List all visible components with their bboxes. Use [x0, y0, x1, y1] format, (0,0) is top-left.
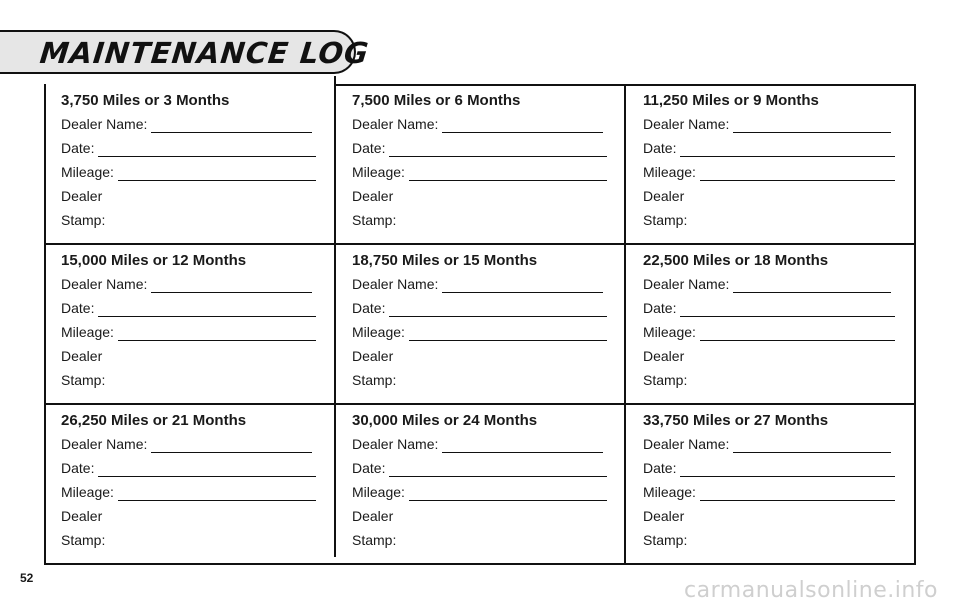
stamp-label: Stamp:: [352, 212, 397, 228]
stamp-label: Stamp:: [643, 372, 688, 388]
stamp-label: Stamp:: [61, 372, 106, 388]
dealer-name-field[interactable]: Dealer Name:: [352, 116, 603, 133]
mileage-field[interactable]: Mileage:: [352, 324, 607, 341]
interval-heading: 15,000 Miles or 12 Months: [61, 252, 247, 269]
date-field[interactable]: Date:: [61, 140, 316, 157]
log-entry: [643, 404, 913, 562]
maintenance-log-table: [44, 84, 916, 565]
dealer-name-field[interactable]: Dealer Name:: [643, 436, 891, 453]
dealer-name-field[interactable]: Dealer Name:: [61, 116, 312, 133]
dealer-label: Dealer: [61, 188, 103, 204]
date-field[interactable]: Date:: [643, 140, 895, 157]
mileage-field[interactable]: Mileage:: [61, 484, 316, 501]
dealer-label: Dealer: [352, 188, 394, 204]
interval-heading: 30,000 Miles or 24 Months: [352, 412, 538, 429]
interval-heading: 26,250 Miles or 21 Months: [61, 412, 247, 429]
dealer-label: Dealer: [352, 508, 394, 524]
stamp-label: Stamp:: [352, 372, 397, 388]
interval-heading: 3,750 Miles or 3 Months: [61, 92, 230, 109]
mileage-field[interactable]: Mileage:: [61, 324, 316, 341]
stamp-label: Stamp:: [643, 532, 688, 548]
dealer-label: Dealer: [643, 188, 685, 204]
dealer-label: Dealer: [643, 348, 685, 364]
title-banner: [0, 30, 371, 74]
table-column-divider: [334, 76, 336, 557]
log-entry: [61, 84, 331, 242]
dealer-name-field[interactable]: Dealer Name:: [643, 276, 891, 293]
interval-heading: 33,750 Miles or 27 Months: [643, 412, 829, 429]
log-entry: [643, 84, 913, 242]
log-entry: [61, 244, 331, 402]
table-left-border: [44, 84, 46, 565]
log-entry: [352, 84, 622, 242]
date-field[interactable]: Date:: [61, 460, 316, 477]
mileage-field[interactable]: Mileage:: [643, 484, 895, 501]
log-entry: [61, 404, 331, 562]
interval-heading: 18,750 Miles or 15 Months: [352, 252, 538, 269]
interval-heading: 22,500 Miles or 18 Months: [643, 252, 829, 269]
dealer-label: Dealer: [352, 348, 394, 364]
mileage-field[interactable]: Mileage:: [61, 164, 316, 181]
date-field[interactable]: Date:: [352, 460, 607, 477]
dealer-label: Dealer: [61, 348, 103, 364]
stamp-label: Stamp:: [643, 212, 688, 228]
dealer-label: Dealer: [643, 508, 685, 524]
date-field[interactable]: Date:: [643, 460, 895, 477]
stamp-label: Stamp:: [61, 212, 106, 228]
page-title: MAINTENANCE LOG: [38, 36, 371, 70]
mileage-field[interactable]: Mileage:: [352, 484, 607, 501]
dealer-label: Dealer: [61, 508, 103, 524]
dealer-name-field[interactable]: Dealer Name:: [61, 276, 312, 293]
stamp-label: Stamp:: [352, 532, 397, 548]
watermark: carmanualsonline.info: [684, 578, 938, 603]
dealer-name-field[interactable]: Dealer Name:: [643, 116, 891, 133]
table-column-divider: [624, 84, 626, 565]
dealer-name-field[interactable]: Dealer Name:: [61, 436, 312, 453]
log-entry: [643, 244, 913, 402]
table-right-border: [914, 84, 916, 565]
table-bottom-border: [44, 563, 916, 565]
date-field[interactable]: Date:: [352, 140, 607, 157]
dealer-name-field[interactable]: Dealer Name:: [352, 436, 603, 453]
page-number: 52: [20, 571, 34, 585]
date-field[interactable]: Date:: [352, 300, 607, 317]
mileage-field[interactable]: Mileage:: [352, 164, 607, 181]
mileage-field[interactable]: Mileage:: [643, 164, 895, 181]
date-field[interactable]: Date:: [643, 300, 895, 317]
log-entry: [352, 404, 622, 562]
mileage-field[interactable]: Mileage:: [643, 324, 895, 341]
stamp-label: Stamp:: [61, 532, 106, 548]
interval-heading: 11,250 Miles or 9 Months: [643, 92, 819, 109]
interval-heading: 7,500 Miles or 6 Months: [352, 92, 521, 109]
log-entry: [352, 244, 622, 402]
date-field[interactable]: Date:: [61, 300, 316, 317]
dealer-name-field[interactable]: Dealer Name:: [352, 276, 603, 293]
